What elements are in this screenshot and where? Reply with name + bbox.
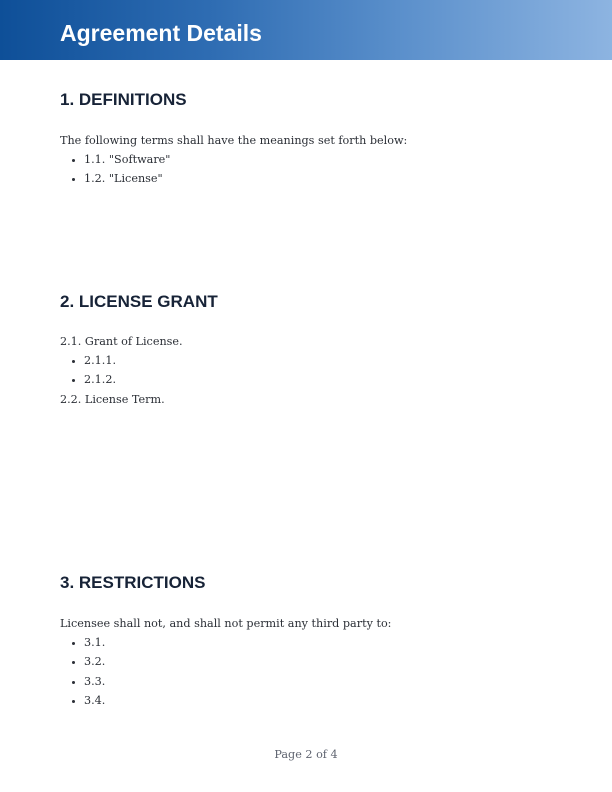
subsection-label: 2.2. License Term. [60,392,165,406]
grant-list [60,351,560,390]
section-intro: Licensee shall not, and shall not permit any third party to: [60,617,392,630]
section-heading: 2. LICENSE GRANT [60,292,218,311]
page-number: Page 2 of 4 [274,748,338,761]
section-definitions [60,89,560,189]
list-item: • 3.1. [84,633,560,652]
list-item: • 2.1.1. [84,351,560,370]
section-license-grant [60,291,560,409]
page-title: Agreement Details [60,20,262,46]
list-item: • 3.2. [84,652,560,671]
list-item: • 2.1.2. [84,370,560,389]
restrictions-list [60,633,560,710]
definitions-list [60,150,560,189]
list-item: • 3.3. [84,672,560,691]
list-item: • 1.2. "License" [84,169,560,188]
header-banner [0,0,612,60]
section-heading: 1. DEFINITIONS [60,90,187,109]
subsection-label: 2.1. Grant of License. [60,335,183,348]
list-item: • 3.4. [84,691,560,710]
list-item: • 1.1. "Software" [84,150,560,169]
section-intro: The following terms shall have the meanings set forth below: [60,134,408,147]
section-restrictions [60,572,560,710]
section-heading: 3. RESTRICTIONS [60,573,206,592]
